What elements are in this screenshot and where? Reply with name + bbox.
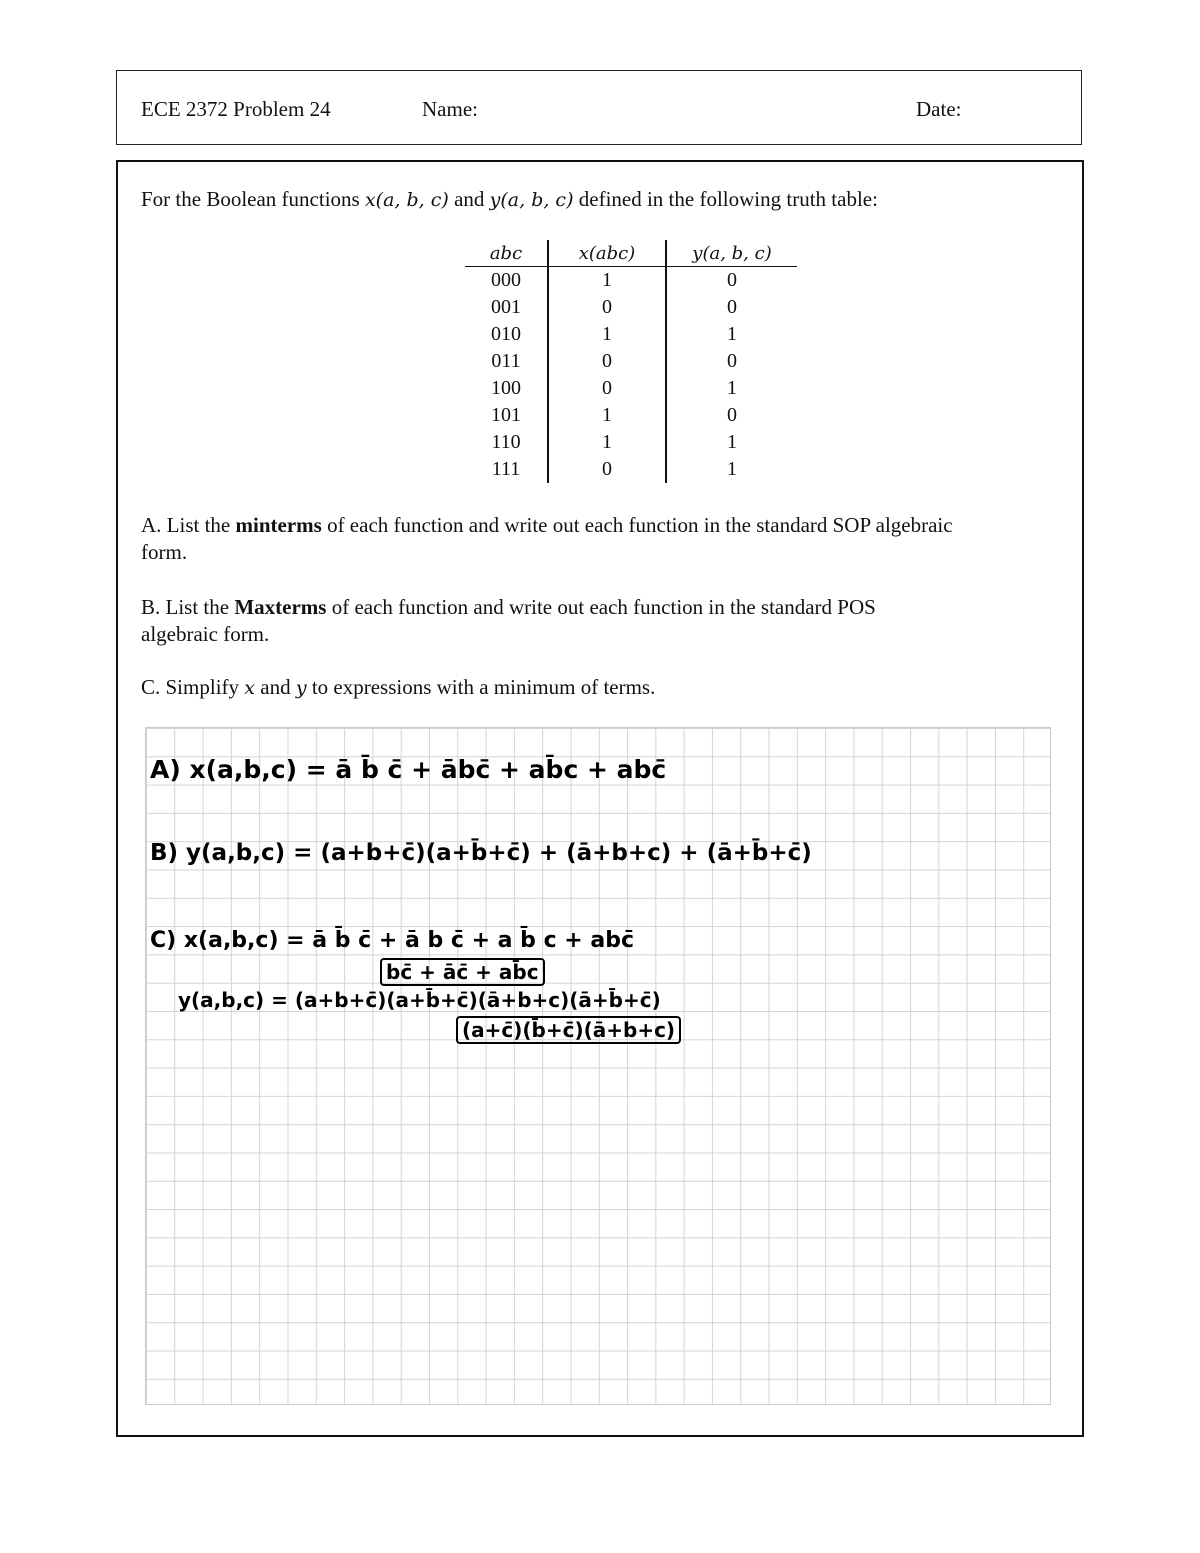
header-abc: abc xyxy=(465,240,548,267)
intro-post: defined in the following truth table: xyxy=(578,187,878,211)
cell-y: 1 xyxy=(727,323,737,345)
cell-abc: 001 xyxy=(465,294,548,321)
cell-x: 1 xyxy=(548,429,666,456)
header-box xyxy=(116,70,1082,145)
handwritten-answer-a: A) x(a,b,c) = ā b̄ c̄ + ābc̄ + ab̄c + abc̄ xyxy=(150,755,667,784)
table-row xyxy=(465,456,797,483)
cell-x: 0 xyxy=(548,294,666,321)
part-b-pre: B. List the xyxy=(141,595,230,619)
function-y: y(a, b, c) xyxy=(489,189,574,211)
handwritten-answer-c-x: C) x(a,b,c) = ā b̄ c̄ + ā b c̄ + a b̄ c + abc̄ xyxy=(150,928,635,953)
function-x: x(a, b, c) xyxy=(364,189,449,211)
cell-x: 0 xyxy=(548,375,666,402)
part-a-line2: form. xyxy=(141,540,188,564)
graph-paper-grid xyxy=(145,727,1051,1405)
intro-pre: For the Boolean functions xyxy=(141,187,360,211)
table-row xyxy=(465,267,797,295)
cell-x: 0 xyxy=(548,348,666,375)
part-a-pre: A. List the xyxy=(141,513,231,537)
header-x: x(abc) xyxy=(548,240,666,267)
cell-abc: 010 xyxy=(465,321,548,348)
truth-table xyxy=(465,240,797,483)
table-row xyxy=(465,375,797,402)
problem-intro xyxy=(141,186,878,214)
cell-y: 0 xyxy=(727,350,737,372)
handwritten-boxed-y-result: (a+c̄)(b̄+c̄)(ā+b+c) xyxy=(456,1016,681,1044)
part-a-keyword: minterms xyxy=(235,513,322,537)
part-b-keyword: Maxterms xyxy=(234,595,327,619)
part-c-pre: C. Simplify xyxy=(141,675,240,699)
cell-abc: 111 xyxy=(465,456,548,483)
intro-and: and xyxy=(454,187,485,211)
cell-x: 1 xyxy=(548,321,666,348)
part-b-post: of each function and write out each function in the standard POS xyxy=(331,595,876,619)
course-problem: ECE 2372 Problem 24 xyxy=(141,97,331,121)
part-c-y: y xyxy=(295,677,307,699)
part-c-and: and xyxy=(260,675,291,699)
table-row xyxy=(465,348,797,375)
table-row xyxy=(465,402,797,429)
part-b-line2: algebraic form. xyxy=(141,622,270,646)
cell-y: 1 xyxy=(727,431,737,453)
part-c-line xyxy=(141,674,655,702)
cell-abc: 011 xyxy=(465,348,548,375)
cell-y: 1 xyxy=(727,458,737,480)
cell-abc: 101 xyxy=(465,402,548,429)
table-header-row xyxy=(465,240,797,267)
part-c-x: x xyxy=(244,677,255,699)
date-label: Date: xyxy=(916,97,962,121)
cell-x: 1 xyxy=(548,267,666,295)
cell-y: 0 xyxy=(727,296,737,318)
cell-y: 1 xyxy=(727,377,737,399)
header-y: y(a, b, c) xyxy=(666,240,797,267)
cell-abc: 110 xyxy=(465,429,548,456)
handwritten-boxed-x-result: bc̄ + āc̄ + ab̄c xyxy=(380,958,545,986)
cell-x: 0 xyxy=(548,456,666,483)
table-row xyxy=(465,321,797,348)
table-row xyxy=(465,429,797,456)
table-row xyxy=(465,294,797,321)
handwritten-answer-b: B) y(a,b,c) = (a+b+c̄)(a+b̄+c̄) + (ā+b+c) + (ā+b̄+c̄) xyxy=(150,840,812,866)
part-a-post: of each function and write out each function in the standard SOP algebraic xyxy=(327,513,953,537)
cell-x: 1 xyxy=(548,402,666,429)
cell-abc: 000 xyxy=(465,267,548,295)
part-a-line1 xyxy=(141,512,953,539)
cell-y: 0 xyxy=(727,269,737,291)
name-label: Name: xyxy=(422,97,478,121)
part-b-line1 xyxy=(141,594,876,621)
cell-y: 0 xyxy=(727,404,737,426)
part-c-post: to expressions with a minimum of terms. xyxy=(311,675,656,699)
handwritten-answer-c-y: y(a,b,c) = (a+b+c̄)(a+b̄+c̄)(ā+b+c)(ā+b̄+c̄) xyxy=(178,988,661,1012)
cell-abc: 100 xyxy=(465,375,548,402)
